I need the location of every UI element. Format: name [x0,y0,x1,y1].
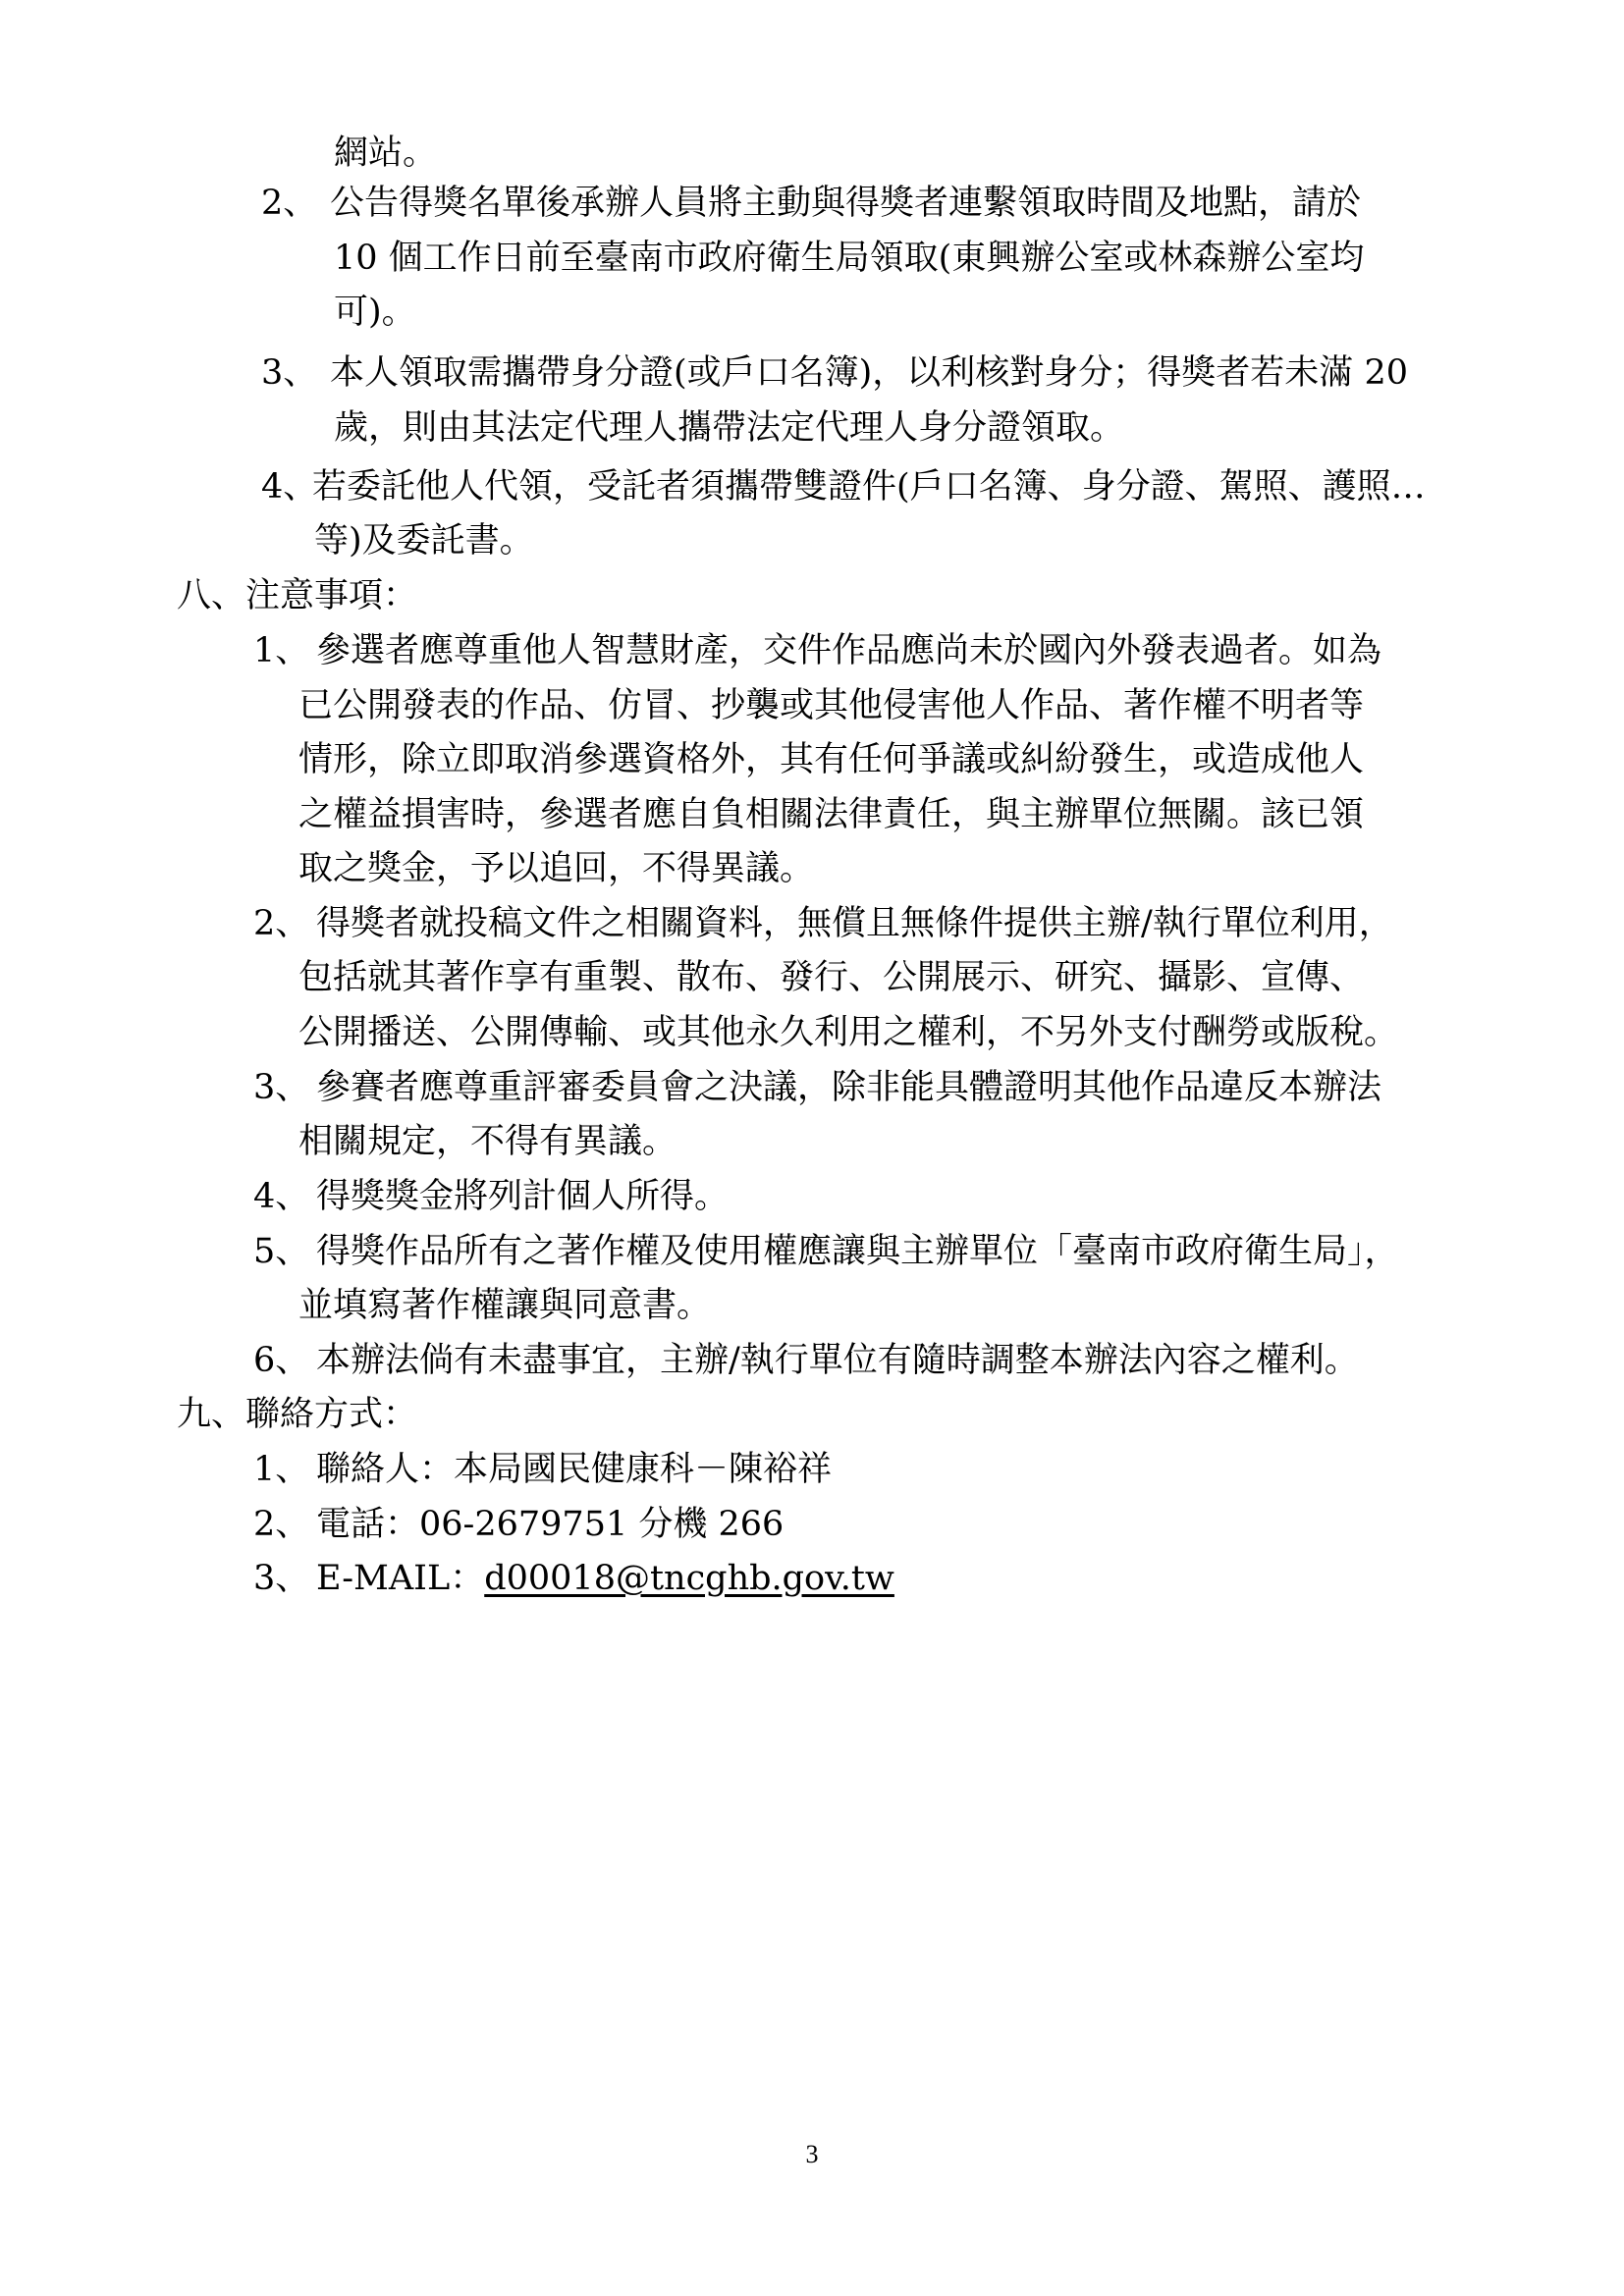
list-item-line: 得獎作品所有之著作權及使用權應讓與主辦單位「臺南市政府衛生局」， [316,1232,1399,1271]
list-item-line: 公開播送、公開傳輸、或其他永久利用之權利，不另外支付酬勞或版稅。 [298,1013,1399,1052]
list-item-line: 已公開發表的作品、仿冒、抄襲或其他侵害他人作品、著作權不明者等 [298,686,1365,725]
continuation-line: 網站。 [334,133,438,173]
list-item-number: 2、 [253,904,310,943]
list-item-line: 本辦法倘有未盡事宜，主辦/執行單位有隨時調整本辦法內容之權利。 [316,1341,1359,1380]
list-item-line: 歲，則由其法定代理人攜帶法定代理人身分證領取。 [334,408,1125,448]
list-item-number: 4、 [261,467,318,507]
list-item-number: 3、 [253,1559,310,1598]
list-item-line: 包括就其著作享有重製、散布、發行、公開展示、研究、攝影、宣傳、 [298,958,1365,997]
list-item-line: 10 個工作日前至臺南市政府衛生局領取(東興辦公室或林森辦公室均 [334,239,1365,278]
list-item-line: 可)。 [334,293,416,332]
section-heading-9: 九、聯絡方式： [177,1395,418,1434]
list-item-line: 參選者應尊重他人智慧財產，交件作品應尚未於國內外發表過者。如為 [316,631,1382,670]
list-item-line: 之權益損害時，參選者應自負相關法律責任，與主辦單位無關。該已領 [298,795,1365,834]
list-item-number: 6、 [253,1341,310,1380]
list-item-line: 相關規定，不得有異議。 [298,1122,677,1161]
list-item-line: 取之獎金，予以追回，不得異議。 [298,849,815,888]
list-item-line: 並填寫著作權讓與同意書。 [298,1286,712,1325]
list-item-number: 1、 [253,631,310,670]
list-item-line: 公告得獎名單後承辦人員將主動與得獎者連繫領取時間及地點，請於 [330,184,1362,223]
list-item-line: 得獎者就投稿文件之相關資料，無償且無條件提供主辦/執行單位利用， [316,904,1393,943]
list-item-number: 2、 [253,1505,310,1544]
list-item-number: 5、 [253,1232,310,1271]
list-item-line: 得獎獎金將列計個人所得。 [316,1177,730,1216]
contact-email-row [316,1552,894,1605]
contact-email-label: E-MAIL： [316,1559,485,1598]
list-item-number: 1、 [253,1450,310,1489]
contact-person: 聯絡人：本局國民健康科－陳裕祥 [316,1450,833,1489]
section-heading-8: 八、注意事項： [177,576,418,615]
list-item-line: 等)及委託書。 [314,521,534,561]
list-item-number: 4、 [253,1177,310,1216]
list-item-number: 3、 [253,1068,310,1107]
contact-email-link[interactable]: d00018@tncghb.gov.tw [484,1559,894,1598]
list-item-number: 3、 [261,353,318,393]
list-item-line: 情形，除立即取消參選資格外，其有任何爭議或糾紛發生，或造成他人 [298,740,1365,779]
list-item-line: 參賽者應尊重評審委員會之決議，除非能具體證明其他作品違反本辦法 [316,1068,1382,1107]
list-item-line: 若委託他人代領，受託者須攜帶雙證件(戶口名簿、身分證、駕照、護照… [312,467,1426,507]
page-number: 3 [805,2140,819,2168]
list-item-line: 本人領取需攜帶身分證(或戶口名簿)，以利核對身分；得獎者若未滿 20 [330,353,1408,393]
contact-phone: 電話：06-2679751 分機 266 [316,1505,785,1544]
list-item-number: 2、 [261,184,318,223]
